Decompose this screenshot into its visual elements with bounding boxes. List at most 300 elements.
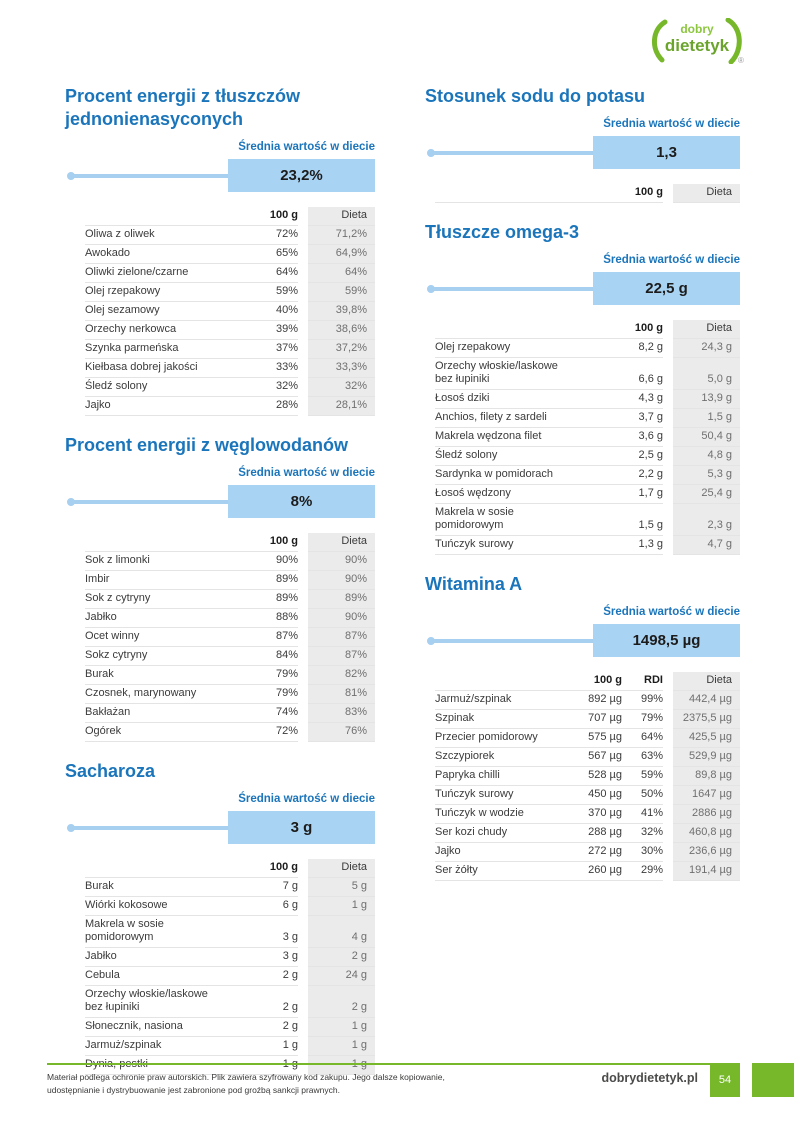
connector-line bbox=[434, 639, 593, 643]
value-100g-cell: 2 g bbox=[241, 986, 303, 1018]
food-name-cell: Łosoś dziki bbox=[435, 390, 575, 409]
food-name-cell: Jabłko bbox=[85, 609, 225, 628]
nutrition-table bbox=[85, 859, 375, 1075]
dieta-cell: 1 g bbox=[303, 1018, 375, 1037]
table-row bbox=[85, 264, 375, 283]
value-100g-cell: 87% bbox=[241, 628, 303, 647]
spacer-cell bbox=[225, 283, 241, 302]
table-row bbox=[85, 1037, 375, 1056]
value-100g-cell: 72% bbox=[241, 226, 303, 245]
table-row bbox=[85, 878, 375, 897]
spacer-cell bbox=[575, 320, 606, 339]
col-header-100g: 100 g bbox=[560, 672, 622, 691]
food-name-cell: Śledź solony bbox=[435, 447, 575, 466]
spacer-cell bbox=[225, 878, 241, 897]
table-row bbox=[435, 824, 740, 843]
value-100g-cell: 450 µg bbox=[560, 786, 622, 805]
rdi-cell: 63% bbox=[622, 748, 668, 767]
spacer-cell bbox=[225, 948, 241, 967]
dieta-cell: 82% bbox=[303, 666, 375, 685]
value-100g-cell: 64% bbox=[241, 264, 303, 283]
column-left bbox=[65, 85, 375, 1075]
value-100g-cell: 37% bbox=[241, 340, 303, 359]
spacer-cell bbox=[225, 859, 241, 878]
table-header-row bbox=[435, 320, 740, 339]
table-row bbox=[85, 359, 375, 378]
dieta-cell: 90% bbox=[303, 609, 375, 628]
food-name-cell: Olej sezamowy bbox=[85, 302, 225, 321]
section-title: Sacharoza bbox=[65, 761, 156, 781]
value-100g-cell: 89% bbox=[241, 590, 303, 609]
spacer-cell bbox=[575, 184, 606, 203]
table-row bbox=[85, 552, 375, 571]
value-100g-cell: 260 µg bbox=[560, 862, 622, 881]
table-row bbox=[85, 723, 375, 742]
rdi-cell: 79% bbox=[622, 710, 668, 729]
value-100g-cell: 707 µg bbox=[560, 710, 622, 729]
spacer-cell bbox=[575, 485, 606, 504]
avg-connector bbox=[425, 272, 740, 305]
logo-text-dietetyk: dietetyk bbox=[664, 36, 730, 55]
value-100g-cell: 528 µg bbox=[560, 767, 622, 786]
table-row bbox=[85, 397, 375, 416]
value-100g-cell: 370 µg bbox=[560, 805, 622, 824]
spacer-cell bbox=[225, 1037, 241, 1056]
avg-value-box: 8% bbox=[228, 485, 375, 518]
spacer-cell bbox=[225, 967, 241, 986]
logo-graphic bbox=[648, 18, 748, 64]
dieta-cell: 90% bbox=[303, 552, 375, 571]
food-name-cell: Wiórki kokosowe bbox=[85, 897, 225, 916]
food-name-cell: Orzechy nerkowca bbox=[85, 321, 225, 340]
col-header-dieta: Dieta bbox=[668, 320, 740, 339]
nutrition-table bbox=[435, 320, 740, 555]
table-row bbox=[435, 805, 740, 824]
food-name-cell: Sardynka w pomidorach bbox=[435, 466, 575, 485]
table-row bbox=[85, 590, 375, 609]
value-100g-cell: 74% bbox=[241, 704, 303, 723]
food-name-cell: Ser kozi chudy bbox=[435, 824, 555, 843]
value-100g-cell: 1 g bbox=[241, 1037, 303, 1056]
value-100g-cell: 3,6 g bbox=[606, 428, 668, 447]
table-row bbox=[85, 704, 375, 723]
nutrition-table-wrap bbox=[435, 320, 740, 555]
value-100g-cell: 40% bbox=[241, 302, 303, 321]
nutrition-table-wrap bbox=[435, 184, 740, 203]
connector-line bbox=[434, 151, 593, 155]
food-name-cell: Ogórek bbox=[85, 723, 225, 742]
avg-label: Średnia wartość w diecie bbox=[238, 467, 375, 479]
table-row bbox=[435, 339, 740, 358]
food-name-cell: Orzechy włoskie/laskowe bez łupiniki bbox=[435, 358, 575, 390]
rdi-cell: 41% bbox=[622, 805, 668, 824]
dieta-cell: 2,3 g bbox=[668, 504, 740, 536]
food-name-cell: Burak bbox=[85, 878, 225, 897]
dieta-cell: 50,4 g bbox=[668, 428, 740, 447]
table-row bbox=[435, 358, 740, 390]
dieta-cell: 442,4 µg bbox=[668, 691, 740, 710]
food-name-cell: Tuńczyk w wodzie bbox=[435, 805, 555, 824]
value-100g-cell: 272 µg bbox=[560, 843, 622, 862]
section bbox=[65, 434, 375, 742]
col-header-100g: 100 g bbox=[606, 184, 668, 203]
value-100g-cell: 84% bbox=[241, 647, 303, 666]
copyright-text: Materiał podlega ochronie praw autorskich. Plik zawiera szyfrowany kod zakupu. Jego dalsze kopiowanie, udostępnianie i dystrybuowanie jest zabronione pod groźbą sankcji prawnych. bbox=[47, 1072, 445, 1095]
food-name-header bbox=[435, 184, 575, 203]
dieta-cell: 81% bbox=[303, 685, 375, 704]
table-row bbox=[435, 504, 740, 536]
food-name-cell: Makrela w sosie pomidorowym bbox=[85, 916, 225, 948]
spacer-cell bbox=[225, 666, 241, 685]
avg-connector bbox=[425, 136, 740, 169]
value-100g-cell: 72% bbox=[241, 723, 303, 742]
logo-swoosh-left-icon bbox=[654, 22, 665, 60]
avg-label: Średnia wartość w diecie bbox=[603, 118, 740, 130]
dieta-cell: 236,6 µg bbox=[668, 843, 740, 862]
table-row bbox=[85, 609, 375, 628]
table-row bbox=[435, 447, 740, 466]
dieta-cell: 87% bbox=[303, 628, 375, 647]
avg-value-box: 22,5 g bbox=[593, 272, 740, 305]
dieta-cell: 425,5 µg bbox=[668, 729, 740, 748]
footer-rule bbox=[47, 1063, 740, 1065]
spacer-cell bbox=[225, 378, 241, 397]
food-name-cell: Jajko bbox=[85, 397, 225, 416]
col-header-dieta: Dieta bbox=[303, 207, 375, 226]
table-row bbox=[435, 409, 740, 428]
spacer-cell bbox=[225, 533, 241, 552]
spacer-cell bbox=[225, 397, 241, 416]
table-row bbox=[85, 302, 375, 321]
section bbox=[425, 573, 740, 881]
dieta-cell: 1 g bbox=[303, 897, 375, 916]
food-name-header bbox=[85, 207, 225, 226]
table-row bbox=[85, 628, 375, 647]
table-row bbox=[85, 916, 375, 948]
col-header-dieta: Dieta bbox=[303, 533, 375, 552]
dieta-cell: 2 g bbox=[303, 948, 375, 967]
section-title: Procent energii z tłuszczów jednonienasyconych bbox=[65, 86, 301, 129]
table-row bbox=[85, 986, 375, 1018]
avg-value-box: 23,2% bbox=[228, 159, 375, 192]
food-name-cell: Szczypiorek bbox=[435, 748, 555, 767]
spacer-cell bbox=[225, 340, 241, 359]
food-name-cell: Ocet winny bbox=[85, 628, 225, 647]
value-100g-cell: 567 µg bbox=[560, 748, 622, 767]
section-title: Procent energii z węglowodanów bbox=[65, 435, 349, 455]
rdi-cell: 59% bbox=[622, 767, 668, 786]
nutrition-table-wrap bbox=[85, 207, 375, 416]
spacer-cell bbox=[575, 409, 606, 428]
avg-label: Średnia wartość w diecie bbox=[603, 254, 740, 266]
section-title: Stosunek sodu do potasu bbox=[425, 86, 646, 106]
avg-value-box: 1498,5 µg bbox=[593, 624, 740, 657]
avg-connector bbox=[65, 159, 375, 192]
spacer-cell bbox=[225, 704, 241, 723]
table-row bbox=[85, 226, 375, 245]
spacer-cell bbox=[225, 916, 241, 948]
value-100g-cell: 39% bbox=[241, 321, 303, 340]
food-name-header bbox=[435, 320, 575, 339]
col-header-dieta: Dieta bbox=[668, 672, 740, 691]
dieta-cell: 4 g bbox=[303, 916, 375, 948]
section bbox=[65, 85, 375, 416]
value-100g-cell: 1,5 g bbox=[606, 504, 668, 536]
table-row bbox=[85, 283, 375, 302]
table-row bbox=[85, 647, 375, 666]
food-name-cell: Makrela wędzona filet bbox=[435, 428, 575, 447]
food-name-cell: Oliwki zielone/czarne bbox=[85, 264, 225, 283]
dieta-cell: 25,4 g bbox=[668, 485, 740, 504]
connector-line bbox=[74, 826, 228, 830]
table-header-row bbox=[85, 859, 375, 878]
dieta-cell: 89% bbox=[303, 590, 375, 609]
food-name-cell: Olej rzepakowy bbox=[435, 339, 575, 358]
col-header-dieta: Dieta bbox=[668, 184, 740, 203]
value-100g-cell: 2,2 g bbox=[606, 466, 668, 485]
food-name-cell: Szpinak bbox=[435, 710, 555, 729]
spacer-cell bbox=[225, 207, 241, 226]
value-100g-cell: 89% bbox=[241, 571, 303, 590]
spacer-cell bbox=[225, 302, 241, 321]
food-name-cell: Oliwa z oliwek bbox=[85, 226, 225, 245]
value-100g-cell: 4,3 g bbox=[606, 390, 668, 409]
dieta-cell: 13,9 g bbox=[668, 390, 740, 409]
food-name-cell: Jajko bbox=[435, 843, 555, 862]
food-name-cell: Cebula bbox=[85, 967, 225, 986]
column-right bbox=[425, 85, 740, 881]
food-name-cell: Jabłko bbox=[85, 948, 225, 967]
dieta-cell: 4,7 g bbox=[668, 536, 740, 555]
avg-connector bbox=[65, 811, 375, 844]
spacer-cell bbox=[225, 359, 241, 378]
dieta-cell: 5 g bbox=[303, 878, 375, 897]
value-100g-cell: 33% bbox=[241, 359, 303, 378]
value-100g-cell: 79% bbox=[241, 666, 303, 685]
nutrition-table bbox=[435, 672, 740, 881]
site-name: dobrydietetyk.pl bbox=[601, 1071, 698, 1085]
spacer-cell bbox=[225, 264, 241, 283]
dieta-cell: 37,2% bbox=[303, 340, 375, 359]
food-name-cell: Awokado bbox=[85, 245, 225, 264]
section-title: Tłuszcze omega-3 bbox=[425, 222, 580, 242]
dieta-cell: 529,9 µg bbox=[668, 748, 740, 767]
avg-value-box: 1,3 bbox=[593, 136, 740, 169]
value-100g-cell: 2,5 g bbox=[606, 447, 668, 466]
col-header-100g: 100 g bbox=[606, 320, 668, 339]
food-name-cell: Imbir bbox=[85, 571, 225, 590]
value-100g-cell: 3 g bbox=[241, 948, 303, 967]
spacer-cell bbox=[225, 628, 241, 647]
table-row bbox=[85, 666, 375, 685]
food-name-cell: Słonecznik, nasiona bbox=[85, 1018, 225, 1037]
value-100g-cell: 8,2 g bbox=[606, 339, 668, 358]
col-header-rdi: RDI bbox=[622, 672, 668, 691]
dieta-cell: 1647 µg bbox=[668, 786, 740, 805]
food-name-cell: Makrela w sosie pomidorowym bbox=[435, 504, 575, 536]
dieta-cell: 64,9% bbox=[303, 245, 375, 264]
table-row bbox=[435, 786, 740, 805]
spacer-cell bbox=[225, 723, 241, 742]
dieta-cell: 2886 µg bbox=[668, 805, 740, 824]
nutrition-table-wrap bbox=[85, 533, 375, 742]
avg-connector bbox=[425, 624, 740, 657]
table-row bbox=[435, 536, 740, 555]
rdi-cell: 30% bbox=[622, 843, 668, 862]
table-row bbox=[85, 685, 375, 704]
nutrition-table bbox=[85, 533, 375, 742]
value-100g-cell: 6 g bbox=[241, 897, 303, 916]
dieta-cell: 24,3 g bbox=[668, 339, 740, 358]
spacer-cell bbox=[225, 571, 241, 590]
dieta-cell: 24 g bbox=[303, 967, 375, 986]
connector-line bbox=[74, 500, 228, 504]
value-100g-cell: 32% bbox=[241, 378, 303, 397]
value-100g-cell: 28% bbox=[241, 397, 303, 416]
food-name-cell: Sokz cytryny bbox=[85, 647, 225, 666]
food-name-cell: Przecier pomidorowy bbox=[435, 729, 555, 748]
table-row bbox=[85, 967, 375, 986]
food-name-cell: Sok z cytryny bbox=[85, 590, 225, 609]
food-name-cell: Kiełbasa dobrej jakości bbox=[85, 359, 225, 378]
table-row bbox=[85, 378, 375, 397]
table-row bbox=[85, 321, 375, 340]
section bbox=[425, 221, 740, 555]
spacer-cell bbox=[225, 226, 241, 245]
value-100g-cell: 6,6 g bbox=[606, 358, 668, 390]
dieta-cell: 83% bbox=[303, 704, 375, 723]
food-name-cell: Jarmuż/szpinak bbox=[85, 1037, 225, 1056]
food-name-cell: Tuńczyk surowy bbox=[435, 786, 555, 805]
dieta-cell: 5,0 g bbox=[668, 358, 740, 390]
food-name-cell: Szynka parmeńska bbox=[85, 340, 225, 359]
food-name-cell: Burak bbox=[85, 666, 225, 685]
food-name-cell: Ser żółty bbox=[435, 862, 555, 881]
table-row bbox=[435, 485, 740, 504]
spacer-cell bbox=[575, 447, 606, 466]
rdi-cell: 50% bbox=[622, 786, 668, 805]
value-100g-cell: 59% bbox=[241, 283, 303, 302]
rdi-cell: 99% bbox=[622, 691, 668, 710]
logo-text-dobry: dobry bbox=[680, 22, 714, 36]
connector-line bbox=[434, 287, 593, 291]
spacer-cell bbox=[225, 1018, 241, 1037]
table-row bbox=[85, 948, 375, 967]
dieta-cell: 38,6% bbox=[303, 321, 375, 340]
spacer-cell bbox=[225, 321, 241, 340]
avg-label: Średnia wartość w diecie bbox=[238, 141, 375, 153]
spacer-cell bbox=[575, 504, 606, 536]
avg-value-box: 3 g bbox=[228, 811, 375, 844]
spacer-cell bbox=[225, 986, 241, 1018]
table-row bbox=[85, 245, 375, 264]
table-row bbox=[435, 466, 740, 485]
spacer-cell bbox=[225, 897, 241, 916]
rdi-cell: 64% bbox=[622, 729, 668, 748]
spacer-cell bbox=[575, 339, 606, 358]
dieta-cell: 4,8 g bbox=[668, 447, 740, 466]
dieta-cell: 59% bbox=[303, 283, 375, 302]
food-name-cell: Tuńczyk surowy bbox=[435, 536, 575, 555]
dieta-cell: 76% bbox=[303, 723, 375, 742]
table-row bbox=[85, 571, 375, 590]
food-name-header bbox=[435, 672, 555, 691]
table-row bbox=[435, 710, 740, 729]
dieta-cell: 2 g bbox=[303, 986, 375, 1018]
spacer-cell bbox=[225, 647, 241, 666]
dieta-cell: 1,5 g bbox=[668, 409, 740, 428]
registered-mark-icon: ® bbox=[738, 56, 744, 64]
food-name-cell: Papryka chilli bbox=[435, 767, 555, 786]
dieta-cell: 1 g bbox=[303, 1037, 375, 1056]
dieta-cell: 71,2% bbox=[303, 226, 375, 245]
col-header-100g: 100 g bbox=[241, 533, 303, 552]
dieta-cell: 32% bbox=[303, 378, 375, 397]
section bbox=[65, 760, 375, 1075]
food-name-cell: Olej rzepakowy bbox=[85, 283, 225, 302]
footer-accent-box bbox=[752, 1063, 794, 1097]
dieta-cell: 90% bbox=[303, 571, 375, 590]
nutrition-table-wrap bbox=[85, 859, 375, 1075]
spacer-cell bbox=[225, 685, 241, 704]
value-100g-cell: 3 g bbox=[241, 916, 303, 948]
page-number-badge: 54 bbox=[710, 1063, 740, 1097]
table-row bbox=[85, 897, 375, 916]
dieta-cell: 87% bbox=[303, 647, 375, 666]
spacer-cell bbox=[575, 466, 606, 485]
brand-logo bbox=[648, 18, 748, 64]
value-100g-cell: 1,7 g bbox=[606, 485, 668, 504]
table-row bbox=[435, 748, 740, 767]
food-name-cell: Łosoś wędzony bbox=[435, 485, 575, 504]
spacer-cell bbox=[575, 390, 606, 409]
spacer-cell bbox=[575, 358, 606, 390]
table-header-row bbox=[85, 533, 375, 552]
value-100g-cell: 3,7 g bbox=[606, 409, 668, 428]
value-100g-cell: 892 µg bbox=[560, 691, 622, 710]
food-name-header bbox=[85, 859, 225, 878]
value-100g-cell: 88% bbox=[241, 609, 303, 628]
spacer-cell bbox=[575, 536, 606, 555]
food-name-cell: Śledź solony bbox=[85, 378, 225, 397]
spacer-cell bbox=[575, 428, 606, 447]
value-100g-cell: 65% bbox=[241, 245, 303, 264]
dieta-cell: 460,8 µg bbox=[668, 824, 740, 843]
spacer-cell bbox=[225, 552, 241, 571]
dieta-cell: 2375,5 µg bbox=[668, 710, 740, 729]
spacer-cell bbox=[225, 590, 241, 609]
dieta-cell: 33,3% bbox=[303, 359, 375, 378]
nutrition-table bbox=[85, 207, 375, 416]
dieta-cell: 39,8% bbox=[303, 302, 375, 321]
value-100g-cell: 1,3 g bbox=[606, 536, 668, 555]
table-row bbox=[435, 428, 740, 447]
value-100g-cell: 90% bbox=[241, 552, 303, 571]
food-name-cell: Czosnek, marynowany bbox=[85, 685, 225, 704]
col-header-100g: 100 g bbox=[241, 859, 303, 878]
table-row bbox=[435, 767, 740, 786]
table-row bbox=[435, 843, 740, 862]
table-row bbox=[85, 340, 375, 359]
section-title: Witamina A bbox=[425, 574, 523, 594]
table-header-row bbox=[85, 207, 375, 226]
food-name-cell: Orzechy włoskie/laskowe bez łupiniki bbox=[85, 986, 225, 1018]
dieta-cell: 28,1% bbox=[303, 397, 375, 416]
spacer-cell bbox=[225, 609, 241, 628]
food-name-header bbox=[85, 533, 225, 552]
table-row bbox=[435, 862, 740, 881]
dieta-cell: 5,3 g bbox=[668, 466, 740, 485]
